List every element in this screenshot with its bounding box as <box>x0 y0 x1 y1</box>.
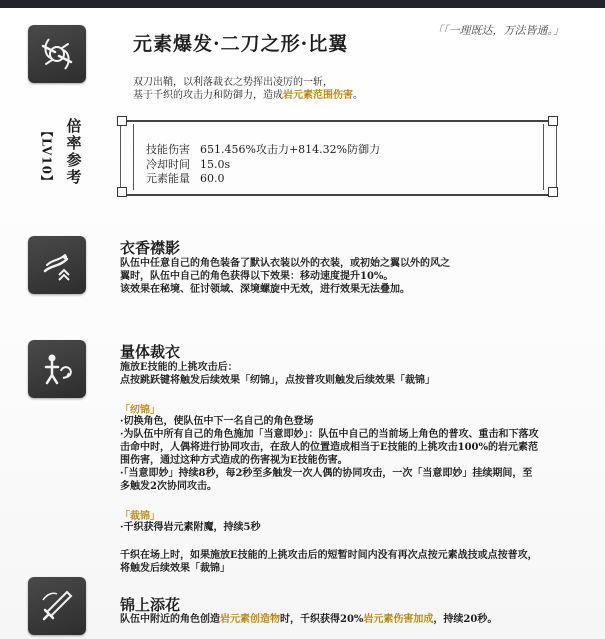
level-tag: 【LV10】 <box>39 124 54 189</box>
passive1-line: 队伍中任意自己的角色装备了默认衣装以外的衣装，或初始之翼以外的风之 <box>120 258 450 269</box>
stat-key: 元素能量 <box>146 172 190 185</box>
stat-value: 15.0s <box>200 158 231 171</box>
burst-skill-icon <box>28 25 86 83</box>
sword-icon <box>37 586 77 626</box>
burst-desc-end: 。 <box>353 90 363 101</box>
geo-construct-highlight: 岩元素创造物 <box>220 614 280 625</box>
passive3-text: 时，千织获得20% <box>280 614 364 625</box>
page-background <box>0 8 605 639</box>
frame-corner-tl <box>117 116 127 126</box>
top-bar <box>0 0 605 8</box>
sub-effect-1-title: 「纫锦」 <box>120 405 160 416</box>
burst-desc-text: 基于千织的攻击力和防御力，造成 <box>133 90 283 101</box>
sub-effect-1-line: ·「当意即妙」持续8秒，每2秒至多触发一次人偶的协同攻击，一次「当意即妙」挂续期间，至 <box>120 468 533 479</box>
sub-effect-1-line: 击命中时，人偶将进行协同攻击，在敌人的位置造成相当于E技能的上挑攻击100%的岩元素范 <box>120 442 538 453</box>
passive2-outro: 将触发后续效果「裁锦」 <box>120 563 230 574</box>
stat-row-energy <box>146 170 225 186</box>
sub-effect-2-line: ·千织获得岩元素附魔，持续5秒 <box>120 522 261 533</box>
passive3-title: 锦上添花 <box>120 596 181 614</box>
passive1-line: 该效果在秘境、征讨领域、深境螺旋中无效，进行效果无法叠加。 <box>120 284 410 295</box>
frame-corner-bl <box>117 187 127 197</box>
burst-title: 元素爆发·二刀之形·比翼 <box>133 33 349 55</box>
passive2-title: 量体裁衣 <box>120 343 181 361</box>
frame-left-bar <box>120 124 134 190</box>
passive1-icon <box>28 236 86 294</box>
stat-row-damage <box>146 141 380 157</box>
wind-wing-icon <box>37 245 77 285</box>
passive3-icon <box>28 577 86 635</box>
sub-effect-1-line: ·为队伍中所有自己的角色施加「当意即妙」：队伍中自己的当前场上角色的普攻、重击和下落攻 <box>120 429 539 440</box>
passive3-desc <box>120 613 497 626</box>
stat-key: 技能伤害 <box>146 143 190 156</box>
stat-value: 651.456%攻击力+814.32%防御力 <box>200 143 381 156</box>
multiplier-reference-label: 倍率参考 <box>66 117 82 186</box>
stat-key: 冷却时间 <box>146 158 190 171</box>
burst-desc-line2 <box>133 89 363 102</box>
passive2-intro: 施放E技能的上挑攻击后： <box>120 362 238 373</box>
passive2-intro: 点按跳跃键将触发后续效果「纫锦」，点按普攻则触发后续效果「裁锦」 <box>120 375 435 386</box>
sub-effect-2-title: 「裁锦」 <box>120 511 160 522</box>
stat-value: 60.0 <box>200 172 225 185</box>
frame-corner-br <box>548 187 558 197</box>
passive3-text: ，持续20秒。 <box>433 614 498 625</box>
passive2-icon <box>28 340 86 398</box>
sub-effect-1-line: 围伤害，通过这种方式造成的伤害视为E技能伤害。 <box>120 455 348 466</box>
tailor-figure-icon <box>37 349 77 389</box>
sub-effect-1-line: ·切换角色，使队伍中下一名自己的角色登场 <box>120 416 314 427</box>
geo-dmg-bonus-highlight: 岩元素伤害加成 <box>363 614 434 625</box>
quote-text: 「「一理既达，万法皆通。」 <box>432 24 564 37</box>
passive1-title: 衣香襟影 <box>120 239 181 257</box>
passive2-outro: 千织在场上时，如果施放E技能的上挑攻击后的短暂时间内没有再次点按元素战技或点按普攻， <box>120 550 538 561</box>
passive1-line: 翼时，队伍中自己的角色获得以下效果：移动速度提升10%。 <box>120 271 394 282</box>
burst-desc-line1: 双刀出鞘，以利落裁衣之势挥出凌厉的一斩， <box>133 77 333 88</box>
passive3-text: 队伍中附近的角色创造 <box>120 614 220 625</box>
geo-aoe-highlight: 岩元素范围伤害 <box>283 90 353 101</box>
frame-right-bar <box>543 124 557 190</box>
frame-corner-tr <box>548 116 558 126</box>
sub-effect-1-line: 多触发2次协同攻击。 <box>120 481 217 492</box>
twin-blade-icon <box>37 34 77 74</box>
